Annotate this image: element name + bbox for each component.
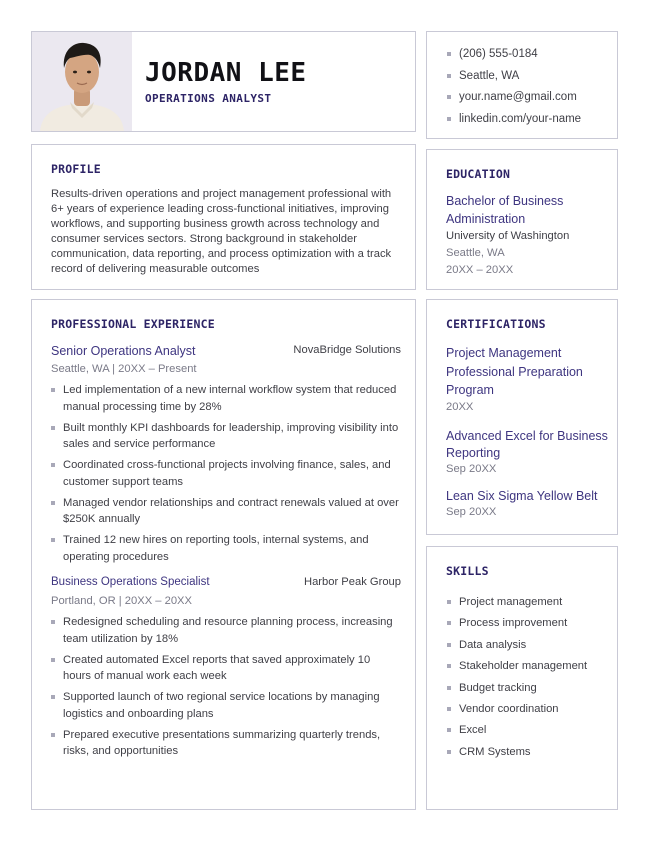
skills-section [426,546,618,810]
skill-item: Project management [447,594,587,615]
contact-phone: (206) 555-0184 [447,46,581,68]
skill-item: Excel [447,722,587,743]
job-bullet: Led implementation of a new internal workflow system that reduced manual processing time by 28% [51,382,401,415]
candidate-role: OPERATIONS ANALYST [145,92,272,105]
certifications-section [426,299,618,535]
skill-item: Vendor coordination [447,701,587,722]
job-bullet: Prepared executive presentations summarizing quarterly trends, risks, and opportunities [51,727,401,760]
job-title: Business Operations Specialist [51,576,210,588]
skill-item: Process improvement [447,615,587,636]
education-school: University of Washington [446,230,570,242]
certification-name: Lean Six Sigma Yellow Belt [446,489,598,503]
experience-section [31,299,416,810]
profile-summary: Results-driven operations and project management professional with 6+ years of experience leading cross-functional initiatives, improving workflows, and supporting business growth across technology and consumer services sectors. Strong background in stakeholder communication, data reporting, and process optimization with a track record of delivering measurable outcomes [51,188,392,275]
education-section [426,149,618,290]
certification-item [446,428,614,475]
contact-section [426,31,618,139]
education-location: Seattle, WA [446,247,505,259]
contact-email[interactable]: your.name@gmail.com [447,89,581,111]
job-company: Harbor Peak Group [303,576,401,588]
profile-heading: PROFILE [51,162,101,176]
job-bullet: Coordinated cross-functional projects involving finance, sales, and customer support teams [51,457,401,490]
skill-item: Budget tracking [447,680,587,701]
certification-item [446,344,614,413]
job-achievements [51,614,401,764]
education-heading: EDUCATION [446,167,511,181]
certification-item [446,488,614,518]
job-company: NovaBridge Solutions [293,344,401,356]
certifications-heading: CERTIFICATIONS [446,317,546,331]
education-degree: Bachelor of Business Administration [446,194,564,226]
certification-date: Sep 20XX [446,463,497,475]
job-location-dates: Portland, OR | 20XX – 20XX [51,595,192,607]
profile-section [31,144,416,290]
job-bullet: Managed vendor relationships and contract renewals valued at over $250K annually [51,495,401,528]
job-bullet: Built monthly KPI dashboards for leadership, improving visibility into sales and service performance [51,420,401,453]
resume-header [31,31,416,132]
contact-location: Seattle, WA [447,68,581,90]
certification-date: Sep 20XX [446,506,497,518]
skills-list [447,594,587,765]
person-portrait-icon [32,32,132,131]
certification-name: Project Management Professional Preparation Program [446,346,583,397]
job-title: Senior Operations Analyst [51,344,196,358]
contact-list [447,46,581,132]
job-bullet: Supported launch of two regional service locations by managing logistics and onboarding plans [51,689,401,722]
job-bullet: Trained 12 new hires on reporting tools, internal systems, and operating procedures [51,532,401,565]
skill-item: Data analysis [447,637,587,658]
job-bullet: Redesigned scheduling and resource planning process, increasing team utilization by 18% [51,614,401,647]
candidate-name: JORDAN LEE [145,58,307,88]
skill-item: Stakeholder management [447,658,587,679]
job-bullet: Created automated Excel reports that saved approximately 10 hours of manual work each week [51,652,401,685]
job-achievements [51,382,401,570]
profile-photo [32,32,132,131]
certification-date: 20XX [446,400,474,413]
education-dates: 20XX – 20XX [446,264,514,276]
job-location-dates: Seattle, WA | 20XX – Present [51,363,197,375]
experience-heading: PROFESSIONAL EXPERIENCE [51,317,215,331]
certification-name: Advanced Excel for Business Reporting [446,429,608,460]
skills-heading: SKILLS [446,564,489,578]
skill-item: CRM Systems [447,744,587,765]
contact-linkedin[interactable]: linkedin.com/your-name [447,111,581,133]
